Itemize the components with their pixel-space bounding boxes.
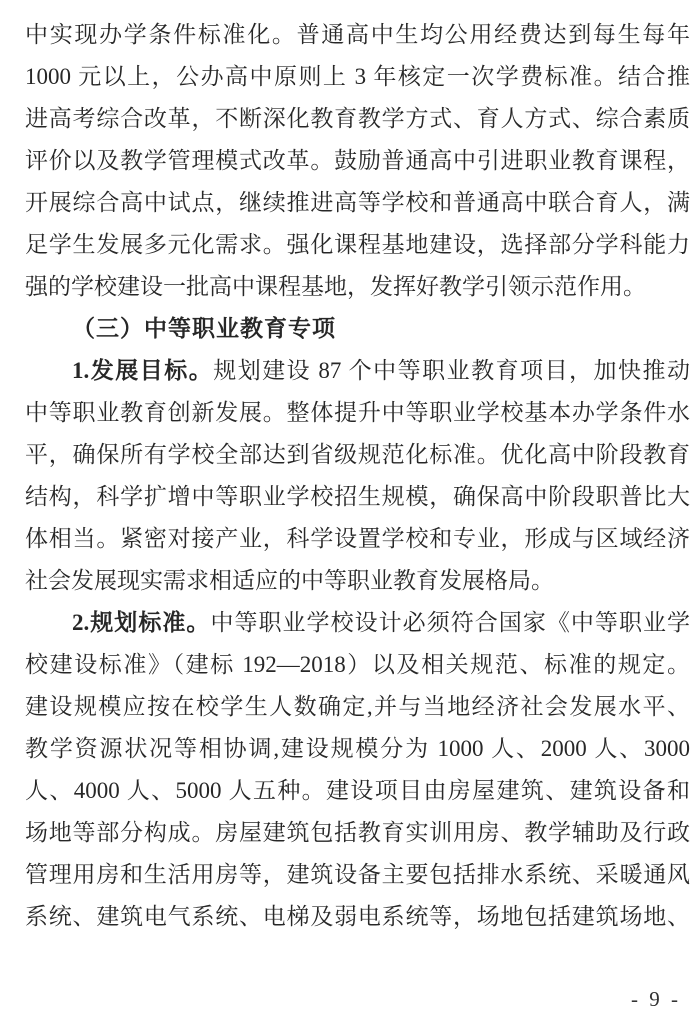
document-body	[25, 14, 690, 938]
text-line: 场地等部分构成。房屋建筑包括教育实训用房、教学辅助及行政	[25, 820, 690, 845]
text-line: 教学资源状况等相协调,建设规模分为 1000 人、2000 人、3000	[25, 736, 690, 761]
text-line: 2.规划标准。中等职业学校设计必须符合国家《中等职业学	[72, 610, 690, 635]
text-line: 管理用房和生活用房等，建筑设备主要包括排水系统、采暖通风	[25, 862, 690, 887]
text-line: 中等职业教育创新发展。整体提升中等职业学校基本办学条件水	[25, 400, 690, 425]
text-line: 1.发展目标。规划建设 87 个中等职业教育项目，加快推动	[72, 358, 690, 383]
section-heading: （三）中等职业教育专项	[72, 316, 336, 341]
text-line: 社会发展现实需求相适应的中等职业教育发展格局。	[25, 568, 554, 593]
text-line: 平，确保所有学校全部达到省级规范化标准。优化高中阶段教育	[25, 442, 690, 467]
bold-run: 1.发展目标。	[72, 358, 214, 383]
page-number: - 9 -	[631, 987, 681, 1011]
text-line: 中实现办学条件标准化。普通高中生均公用经费达到每生每年	[25, 22, 690, 47]
text-line: 结构，科学扩增中等职业学校招生规模，确保高中阶段职普比大	[25, 484, 690, 509]
text-line: 评价以及教学管理模式改革。鼓励普通高中引进职业教育课程，	[25, 148, 690, 173]
text-line: 系统、建筑电气系统、电梯及弱电系统等，场地包括建筑场地、	[25, 904, 690, 929]
text-line: 人、4000 人、5000 人五种。建设项目由房屋建筑、建筑设备和	[25, 778, 690, 803]
text-line: 1000 元以上，公办高中原则上 3 年核定一次学费标准。结合推	[25, 64, 690, 89]
text-line: 体相当。紧密对接产业，科学设置学校和专业，形成与区域经济	[25, 526, 690, 551]
text-line: 足学生发展多元化需求。强化课程基地建设，选择部分学科能力	[25, 232, 690, 257]
text-line: 建设规模应按在校学生人数确定,并与当地经济社会发展水平、	[25, 694, 690, 719]
text-line: 校建设标准》（建标 192—2018）以及相关规范、标准的规定。	[25, 652, 690, 677]
bold-run: 2.规划标准。	[72, 610, 211, 635]
text-line: 进高考综合改革，不断深化教育教学方式、育人方式、综合素质	[25, 106, 690, 131]
text-line: 强的学校建设一批高中课程基地，发挥好教学引领示范作用。	[25, 274, 646, 299]
text-line: 开展综合高中试点，继续推进高等学校和普通高中联合育人，满	[25, 190, 690, 215]
